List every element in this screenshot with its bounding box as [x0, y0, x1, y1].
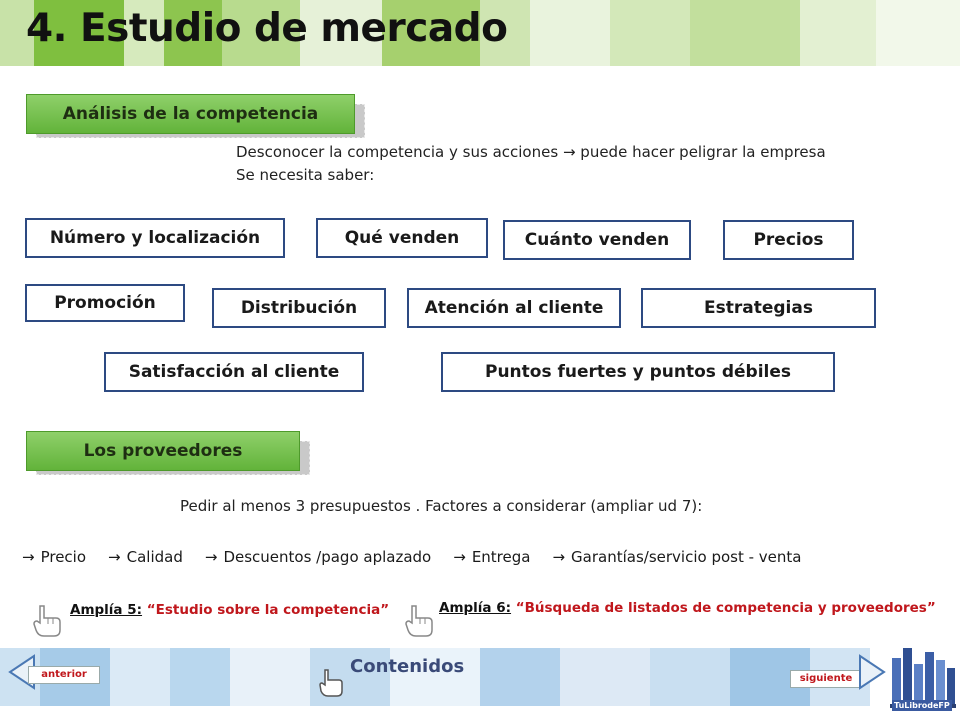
proveedores-line: Pedir al menos 3 presupuestos . Factores a considerar (ampliar ud 7):	[180, 497, 703, 515]
amplia-6-text[interactable]: “Búsqueda de listados de competencia y proveedores”	[515, 600, 936, 616]
item-satisfaccion-cliente: Satisfacción al cliente	[104, 352, 364, 392]
proveedores-tag-label: Los proveedores	[26, 431, 300, 471]
amplia-6-link[interactable]	[439, 600, 936, 616]
item-distribucion: Distribución	[212, 288, 386, 328]
factor-label: Entrega	[471, 548, 531, 566]
factor-label: Calidad	[126, 548, 183, 566]
competencia-line2: Se necesita saber:	[236, 166, 375, 184]
factor-precio	[22, 548, 86, 566]
item-estrategias: Estrategias	[641, 288, 876, 328]
factor-label: Precio	[40, 548, 87, 566]
factors-list	[22, 548, 801, 566]
item-que-venden: Qué venden	[316, 218, 488, 258]
competencia-tag-label: Análisis de la competencia	[26, 94, 355, 134]
proveedores-tag	[26, 431, 300, 471]
item-promocion: Promoción	[25, 284, 185, 322]
hand-pointer-icon[interactable]	[318, 668, 344, 698]
siguiente-button[interactable]: siguiente	[790, 670, 862, 688]
right-arrow-icon[interactable]	[858, 652, 888, 692]
arrow-right-icon: →	[453, 548, 466, 566]
arrow-right-icon: →	[108, 548, 121, 566]
hand-pointer-icon[interactable]	[32, 604, 62, 638]
factor-garantias	[552, 548, 801, 566]
factor-descuentos	[205, 548, 431, 566]
factor-label: Descuentos /pago aplazado	[223, 548, 432, 566]
hand-pointer-icon[interactable]	[404, 604, 434, 638]
arrow-right-icon: →	[204, 548, 218, 566]
item-atencion-cliente: Atención al cliente	[407, 288, 621, 328]
item-puntos-fuertes-debiles: Puntos fuertes y puntos débiles	[441, 352, 835, 392]
amplia-5-label[interactable]: Amplía 5:	[70, 602, 143, 618]
competencia-line1-end: puede hacer peligrar la empresa	[580, 143, 826, 161]
amplia-6-label[interactable]: Amplía 6:	[439, 600, 512, 616]
amplia-5-text[interactable]: “Estudio sobre la competencia”	[146, 602, 390, 618]
item-numero-localizacion: Número y localización	[25, 218, 285, 258]
page-title: 4. Estudio de mercado	[26, 6, 508, 51]
amplia-5-link[interactable]	[70, 602, 389, 618]
factor-label: Garantías/servicio post - venta	[571, 548, 802, 566]
arrow-right-icon: →	[562, 143, 576, 161]
logo-text: TuLibrodeFP	[894, 701, 950, 710]
contenidos-link[interactable]: Contenidos	[350, 656, 465, 677]
competencia-line1	[236, 143, 826, 161]
item-cuanto-venden: Cuánto venden	[503, 220, 691, 260]
item-precios: Precios	[723, 220, 854, 260]
arrow-right-icon: →	[22, 548, 35, 566]
factor-entrega	[453, 548, 530, 566]
anterior-button[interactable]: anterior	[28, 666, 100, 684]
competencia-line1-start: Desconocer la competencia y sus acciones	[236, 143, 559, 161]
factor-calidad	[108, 548, 183, 566]
competencia-tag	[26, 94, 355, 134]
arrow-right-icon: →	[552, 548, 566, 566]
